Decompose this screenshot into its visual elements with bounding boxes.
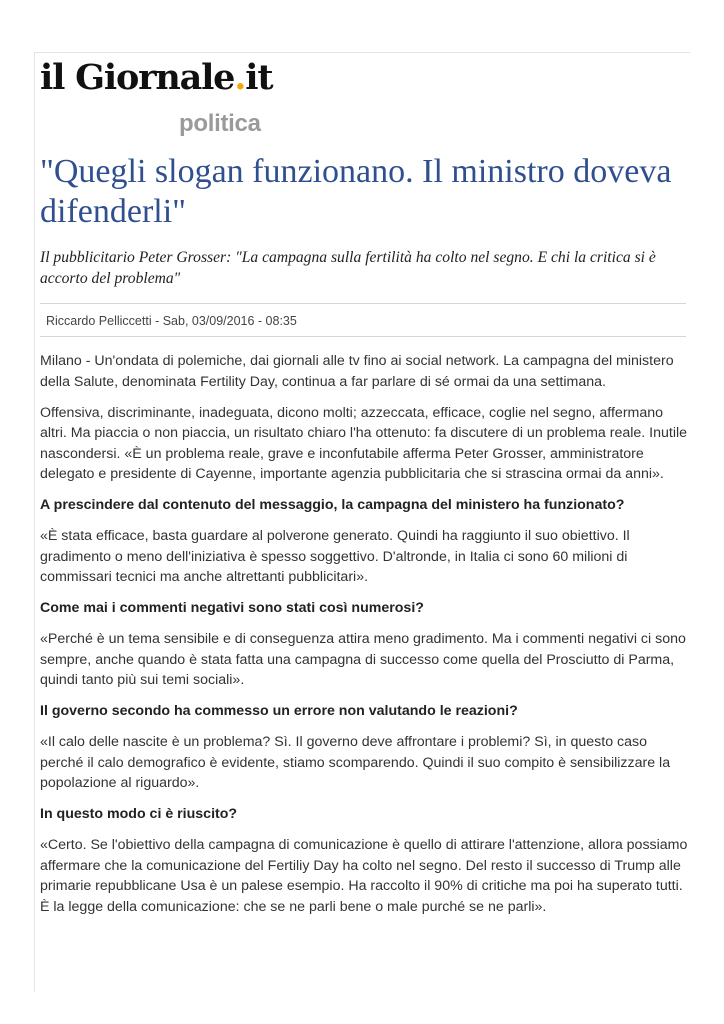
article-subtitle: Il pubblicitario Peter Grosser: "La campagna sulla fertilità ha colto nel segno. E chi la critica si è accorto del problema" bbox=[40, 249, 656, 287]
logo-main-text: il Giornale bbox=[40, 57, 235, 98]
article-byline: Riccardo Pelliccetti - Sab, 03/09/2016 - 08:35 bbox=[46, 314, 297, 328]
byline-bottom-divider bbox=[40, 336, 686, 337]
logo-dot: . bbox=[234, 57, 246, 98]
frame-left-border bbox=[34, 52, 35, 992]
logo-tld-text: it bbox=[245, 57, 273, 98]
body-paragraph: Offensiva, discriminante, inadeguata, dicono molti; azzeccata, efficace, coglie nel segno, affermano altri. Ma piaccia o non piaccia, un risultato chiaro l'ha ottenuto: fa discutere di un problema reale. Inutile nascondersi. «È un problema reale, grave e inconfutabile afferma Peter Grosser, amministratore delegato e presidente di Cayenne, importante agenzia pubblicitaria che si strascina ormai da anni». bbox=[40, 404, 688, 482]
interview-question: Il governo secondo ha commesso un errore non valutando le reazioni? bbox=[40, 703, 518, 719]
interview-question: In questo modo ci è riuscito? bbox=[40, 806, 238, 822]
interview-answer: «Il calo delle nascite è un problema? Sì. Il governo deve affrontare i problemi? Sì, in questo caso perché il calo demografico è evidente, stiamo scomparendo. Quindi il suo compito è sensibilizzare la popolazione al riguardo». bbox=[40, 734, 671, 791]
body-paragraph: Milano - Un'ondata di polemiche, dai giornali alle tv fino ai social network. La campagna del ministero della Salute, denominata Fertility Day, continua a far parlare di sé ormai da una settimana. bbox=[40, 353, 674, 390]
interview-answer: «È stata efficace, basta guardare al polverone generato. Quindi ha raggiunto il suo obiettivo. Il gradimento o meno dell'iniziativa è spesso soggettivo. D'altronde, in Italia ci sono 60 milioni di commissari tecnici ma anche altrettanti pubblicitari». bbox=[40, 528, 630, 585]
site-logo[interactable] bbox=[40, 56, 272, 100]
frame-top-border bbox=[34, 52, 690, 53]
section-label[interactable]: politica bbox=[179, 110, 261, 137]
byline-top-divider bbox=[40, 303, 686, 304]
interview-answer: «Perché è un tema sensibile e di conseguenza attira meno gradimento. Ma i commenti negativi ci sono sempre, anche quando è stata fatta una campagna di successo come quella del Prosciutto di Parma, quindi tanto più sui temi sociali». bbox=[40, 631, 686, 688]
interview-question: Come mai i commenti negativi sono stati così numerosi? bbox=[40, 600, 424, 616]
interview-question: A prescindere dal contenuto del messaggio, la campagna del ministero ha funzionato? bbox=[40, 497, 625, 513]
interview-answer: «Certo. Se l'obiettivo della campagna di comunicazione è quello di attirare l'attenzione, allora possiamo affermare che la comunicazione del Fertiliy Day ha colto nel segno. Del resto il successo di Trump alle primarie repubblicane Usa è un palese esempio. Ha raccolto il 90% di critiche ma poi ha superato tutti. È la legge della comunicazione: che se ne parli bene o male purché se ne parli». bbox=[40, 837, 688, 915]
article-title: "Quegli slogan funzionano. Il ministro doveva difenderli" bbox=[40, 153, 672, 230]
article-body bbox=[40, 351, 688, 928]
